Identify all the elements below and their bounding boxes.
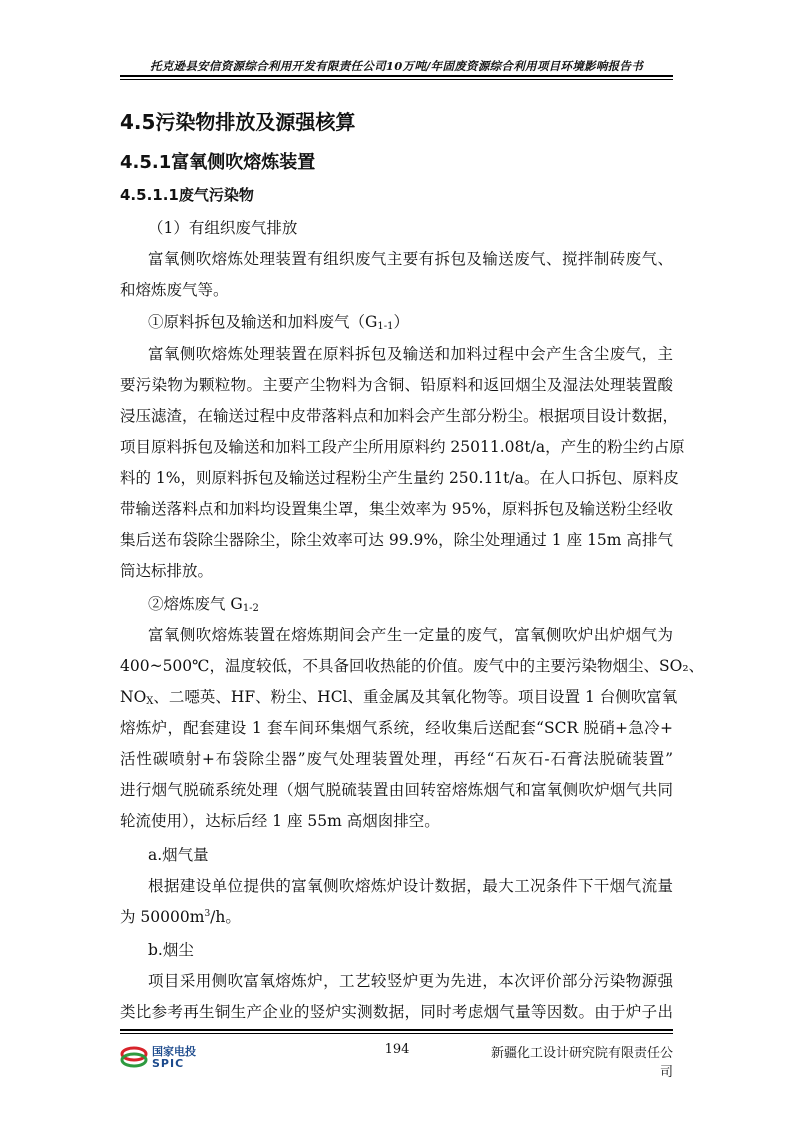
subheading-dust: b.烟尘 [148, 941, 194, 959]
paragraph-text: 为 50000m [120, 908, 205, 926]
document-header-title: 托克逊县安信资源综合利用开发有限责任公司10万吨/年固废资源综合利用项目环境影响报告书 [149, 59, 644, 73]
section-heading-4-5: 4.5污染物排放及源强核算 [120, 110, 356, 134]
logo-chinese-text: 国家电投 [152, 1045, 196, 1058]
subheading-g1-1 [148, 310, 673, 332]
header-rule-thin [120, 79, 673, 80]
paragraph-line: 熔炼炉，配套建设 1 套车间环集烟气系统，经收集后送配套“SCR 脱硝+急冷+ [120, 719, 673, 737]
subheading-g1-2 [148, 592, 673, 614]
paragraph-line: 集后送布袋除尘器除尘，除尘效率可达 99.9%，除尘处理通过 1 座 15m 高排气 [120, 531, 673, 549]
logo-english-text: SPIC [152, 1057, 185, 1070]
footer-rule-thin [120, 1033, 673, 1034]
paragraph-line: 浸压滤渣，在输送过程中皮带落料点和加料会产生部分粉尘。根据项目设计数据， [120, 407, 679, 425]
paragraph-text: 、二噁英、HF、粉尘、HCl、重金属及其氧化物等。项目设置 1 台侧吹富氧 [153, 688, 678, 706]
paragraph-line: 富氧侧吹熔炼处理装置在原料拆包及输送和加料过程中会产生含尘废气，主 [148, 345, 673, 363]
paragraph-line: 项目采用侧吹富氧熔炼炉，工艺较竖炉更为先进，本次评价部分污染物源强 [148, 972, 673, 990]
superscript: 3 [204, 909, 211, 919]
page-number: 194 [384, 1042, 410, 1057]
nox-text: NO [120, 688, 147, 706]
paragraph-line: 带输送落料点和加料均设置集尘罩，集尘效率为 95%，原料拆包及输送粉尘经收 [120, 500, 673, 518]
section-heading-4-5-1-1: 4.5.1.1废气污染物 [120, 186, 254, 204]
paragraph-text: /h。 [210, 908, 241, 926]
paragraph-line: 进行烟气脱硫系统处理（烟气脱硫装置由回转窑熔炼烟气和富氧侧吹炉烟气共同 [120, 781, 673, 799]
paragraph-line: 富氧侧吹熔炼处理装置有组织废气主要有拆包及输送废气、搅拌制砖废气、 [148, 250, 673, 268]
paragraph-line [120, 905, 673, 927]
paragraph-line: 类比参考再生铜生产企业的竖炉实测数据，同时考虑烟气量等因数。由于炉子出 [120, 1003, 673, 1021]
paragraph-line [120, 685, 678, 707]
subheading-text-end: ） [393, 313, 410, 331]
subscript: 1-1 [377, 321, 394, 332]
paragraph-line: 料的 1%，则原料拆包及输送过程粉尘产生量约 250.11t/a。在人口拆包、原料皮 [120, 469, 679, 487]
paragraph-line: 筒达标排放。 [120, 562, 214, 580]
paragraph-line: 要污染物为颗粒物。主要产尘物料为含铜、铅原料和返回烟尘及湿法处理装置酸 [120, 376, 673, 394]
subscript: X [146, 696, 154, 707]
paragraph-line: 活性碳喷射+布袋除尘器”废气处理装置处理，再经“石灰石-石膏法脱硫装置” [120, 750, 673, 768]
section-heading-4-5-1: 4.5.1富氧侧吹熔炼装置 [120, 152, 316, 173]
paragraph-line: 和熔炼废气等。 [120, 281, 229, 299]
header-rule [120, 75, 673, 77]
subheading-flue-gas: a.烟气量 [148, 846, 209, 864]
paragraph-line: 轮流使用），达标后经 1 座 55m 高烟囱排空。 [120, 812, 440, 830]
footer-company-name: 新疆化工设计研究院有限责任公司 [490, 1046, 673, 1080]
paragraph-line: 根据建设单位提供的富氧侧吹熔炼炉设计数据，最大工况条件下干烟气流量 [148, 877, 673, 895]
subscript: 1-2 [242, 603, 259, 614]
paragraph-line: 400~500℃，温度较低，不具备回收热能的价值。废气中的主要污染物烟尘、SO₂、 [120, 657, 705, 675]
subheading-text: ①原料拆包及输送和加料废气（G [148, 313, 378, 331]
paragraph-line: 项目原料拆包及输送和加料工段产尘所用原料约 25011.08t/a，产生的粉尘约占原 [120, 438, 685, 456]
subheading-text: ②熔炼废气 G [148, 595, 243, 613]
paragraph-line: （1）有组织废气排放 [148, 219, 298, 237]
paragraph-line: 富氧侧吹熔炼装置在熔炼期间会产生一定量的废气，富氧侧吹炉出炉烟气为 [148, 626, 673, 644]
footer-rule [120, 1029, 673, 1031]
